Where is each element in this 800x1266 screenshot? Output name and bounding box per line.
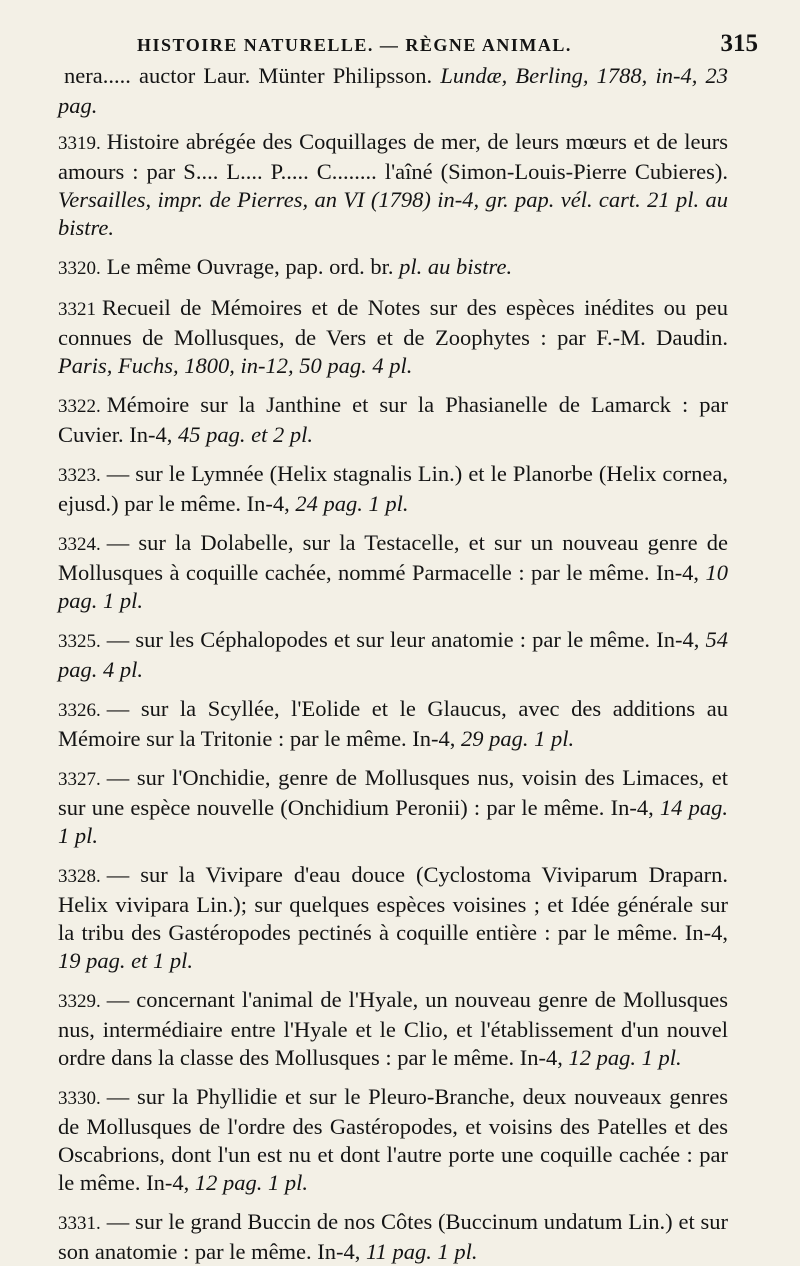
entry-text: nera..... auctor Laur. Münter Philipsson. xyxy=(64,63,441,88)
page-number: 315 xyxy=(720,30,758,57)
running-title: HISTOIRE NATURELLE. — RÈGNE ANIMAL. xyxy=(137,35,572,55)
catalog-entry xyxy=(52,391,728,449)
catalog-entry xyxy=(52,294,728,380)
catalog-entry xyxy=(52,626,728,684)
entry-edition: Versailles, impr. de Pierres, an VI (1798) in-4, gr. pap. vél. cart. 21 pl. au bistre. xyxy=(58,187,728,240)
entry-edition: 12 pag. 1 pl. xyxy=(568,1045,682,1070)
entry-number: 3324. xyxy=(58,534,101,555)
catalog-entry xyxy=(52,695,728,753)
entry-number: 3321 xyxy=(58,299,96,320)
catalog-entry xyxy=(52,460,728,518)
catalog-entry xyxy=(52,1208,728,1266)
entry-number: 3323. xyxy=(58,465,101,486)
entry-edition: 14 pag. 1 pl. xyxy=(58,795,729,848)
entry-text: Recueil de Mémoires et de Notes sur des espèces inédites ou peu connues de Mollusques, de Vers et de Zoophytes : par F.-M. Daudin. xyxy=(58,295,728,350)
entry-edition: Lundæ, Berling, 1788, in-4, 23 pag. xyxy=(58,63,728,118)
entry-edition: pl. au bistre. xyxy=(399,254,513,279)
running-head xyxy=(137,30,758,58)
entry-number: 3325. xyxy=(58,631,101,652)
catalog-entry xyxy=(52,128,728,242)
entry-text: — sur la Scyllée, l'Eolide et le Glaucus, avec des additions au Mémoire sur la Tritonie : par le même. In-4, xyxy=(58,696,728,751)
entry-edition: 12 pag. 1 pl. xyxy=(194,1170,308,1195)
entry-edition: 24 pag. 1 pl. xyxy=(295,491,409,516)
catalog-entry xyxy=(52,62,728,120)
entry-edition: 54 pag. 4 pl. xyxy=(58,627,728,682)
entry-edition: 10 pag. 1 pl. xyxy=(58,560,728,613)
entry-edition: 11 pag. 1 pl. xyxy=(366,1239,478,1264)
entry-edition: Paris, Fuchs, 1800, in-12, 50 pag. 4 pl. xyxy=(58,353,413,378)
catalog-entry xyxy=(52,861,728,975)
entry-text: Le même Ouvrage, pap. ord. br. xyxy=(106,254,400,279)
catalog-entry xyxy=(52,253,728,283)
entry-text: Mémoire sur la Janthine et sur la Phasianelle de Lamarck : par Cuvier. In-4, xyxy=(58,392,728,447)
entry-number: 3326. xyxy=(58,700,101,721)
entry-edition: 45 pag. et 2 pl. xyxy=(177,422,313,447)
entry-edition: 29 pag. 1 pl. xyxy=(461,726,575,751)
entry-number: 3330. xyxy=(58,1088,101,1109)
entry-text: — sur la Phyllidie et sur le Pleuro-Branche, deux nouveaux genres de Mollusques de l'ordre des Gastéropodes, et voisins des Patelles et des Oscabrions, dont l'un est nu et dont l'autre porte une coquille cachée : par le même. In-4, xyxy=(58,1084,728,1195)
entry-edition: 19 pag. et 1 pl. xyxy=(58,948,193,973)
catalog-entry xyxy=(52,764,728,850)
entry-number: 3322. xyxy=(58,396,101,417)
entry-text: — sur la Dolabelle, sur la Testacelle, et sur un nouveau genre de Mollusques à coquille cachée, nommé Parmacelle : par le même. In-4, xyxy=(58,530,728,585)
entry-number: 3320. xyxy=(58,258,101,279)
entry-number: 3328. xyxy=(58,866,101,887)
entry-text: — sur les Céphalopodes et sur leur anatomie : par le même. In-4, xyxy=(106,627,706,652)
catalog-entry xyxy=(52,529,728,615)
entry-text: — sur le Lymnée (Helix stagnalis Lin.) et le Planorbe (Helix cornea, ejusd.) par le même. In-4, xyxy=(58,461,728,516)
catalog-entry xyxy=(52,1083,728,1197)
entry-text: — sur l'Onchidie, genre de Mollusques nus, voisin des Limaces, et sur une espèce nouvelle (Onchidium Peronii) : par le même. In-4, xyxy=(58,765,728,820)
entry-text: Histoire abrégée des Coquillages de mer, de leurs mœurs et de leurs amours : par S.... L.... P..... C........ l'aîné (Simon-Louis-Pierre Cubieres). xyxy=(58,129,728,184)
entry-text: — concernant l'animal de l'Hyale, un nouveau genre de Mollusques nus, intermédiaire entre l'Hyale et le Clio, et l'établissement d'un nouvel ordre dans la classe des Mollusques : par le même. In-4, xyxy=(58,987,728,1070)
entry-number: 3319. xyxy=(58,133,101,154)
entry-number: 3331. xyxy=(58,1213,101,1234)
entry-text: — sur le grand Buccin de nos Côtes (Buccinum undatum Lin.) et sur son anatomie : par le même. In-4, xyxy=(58,1209,728,1264)
entry-number: 3327. xyxy=(58,769,101,790)
entry-number: 3329. xyxy=(58,991,101,1012)
catalog-entry xyxy=(52,986,728,1072)
entry-text: — sur la Vivipare d'eau douce (Cyclostoma Viviparum Draparn. Helix vivipara Lin.); sur quelques espèces voisines ; et Idée générale sur la tribu des Gastéropodes pectinés à coquille entière : par le même. In-4, xyxy=(58,862,728,945)
